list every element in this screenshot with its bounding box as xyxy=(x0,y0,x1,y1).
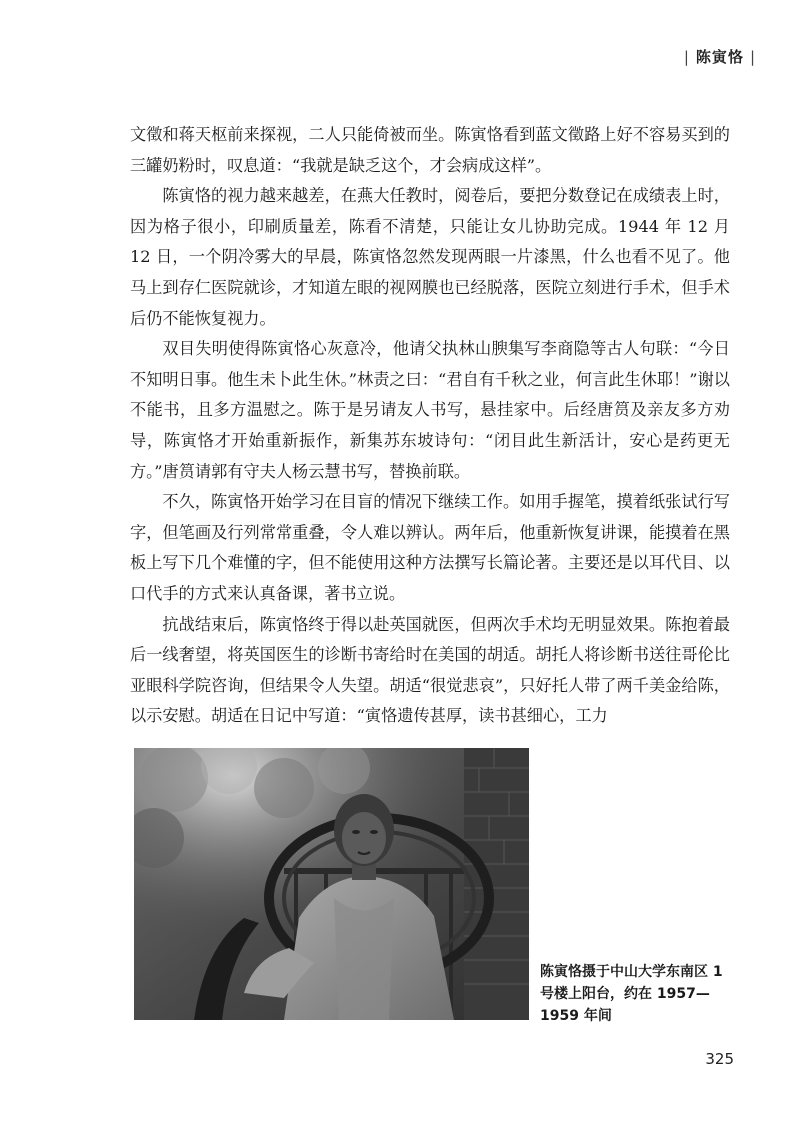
header-bar-left: | xyxy=(683,48,690,66)
running-header xyxy=(678,46,762,67)
photo-caption xyxy=(540,961,740,1027)
paragraph-2: 陈寅恪的视力越来越差，在燕大任教时，阅卷后，要把分数登记在成绩表上时，因为格子很小，印刷质量差，陈看不清楚，只能让女儿协助完成。1944 年 12 月 12 日，一个阴冷雾大的早晨，陈寅恪忽然发现两眼一片漆黑，什么也看不见了。他马上到存仁医院就诊，才知道左眼的视网膜也已经脱落，医院立刻进行手术，但手术后仍不能恢复视力。 xyxy=(130,186,730,328)
paragraph-4: 不久，陈寅恪开始学习在目盲的情况下继续工作。如用手握笔，摸着纸张试行写字，但笔画及行列常常重叠，令人难以辨认。两年后，他重新恢复讲课，能摸着在黑板上写下几个难懂的字，但不能使用这种方法撰写长篇论著。主要还是以耳代目、以口代手的方式来认真备课，著书立说。 xyxy=(130,492,730,603)
paragraph-5: 抗战结束后，陈寅恪终于得以赴英国就医，但两次手术均无明显效果。陈抱着最后一线奢望，将英国医生的诊断书寄给时在美国的胡适。胡托人将诊断书送往哥伦比亚眼科学院咨询，但结果令人失望。胡适“很觉悲哀”，只好托人带了两千美金给陈，以示安慰。胡适在日记中写道：“寅恪遗传甚厚，读书甚细心，工力 xyxy=(130,614,730,726)
caption-bold-text: 陈寅恪摄于中山大学东南区 1 号楼上阳台， xyxy=(540,964,723,1002)
header-bar-right: | xyxy=(749,48,756,66)
body-text xyxy=(130,120,730,732)
portrait-photo xyxy=(134,748,529,1020)
header-title: 陈寅恪 xyxy=(695,48,744,66)
photo-illustration-icon xyxy=(134,748,529,1020)
caption-rest-text: 约在 1957—1959 年间 xyxy=(540,986,710,1024)
paragraph-3: 双目失明使得陈寅恪心灰意冷，他请父执林山腴集写李商隐等古人句联：“今日不知明日事。他生未卜此生休。”林责之曰：“君自有千秋之业，何言此生休耶！”谢以不能书，且多方温慰之。陈于是另请友人书写，悬挂家中。后经唐筼及亲友多方劝导，陈寅恪才开始重新振作，新集苏东坡诗句：“闭目此生新活计，安心是药更无方。”唐筼请郭有守夫人杨云慧书写，替换前联。 xyxy=(130,339,730,481)
paragraph-1: 文徵和蒋天枢前来探视，二人只能倚被而坐。陈寅恪看到蓝文徵路上好不容易买到的三罐奶粉时，叹息道：“我就是缺乏这个，才会病成这样”。 xyxy=(130,125,730,175)
page-number: 325 xyxy=(705,1050,734,1068)
